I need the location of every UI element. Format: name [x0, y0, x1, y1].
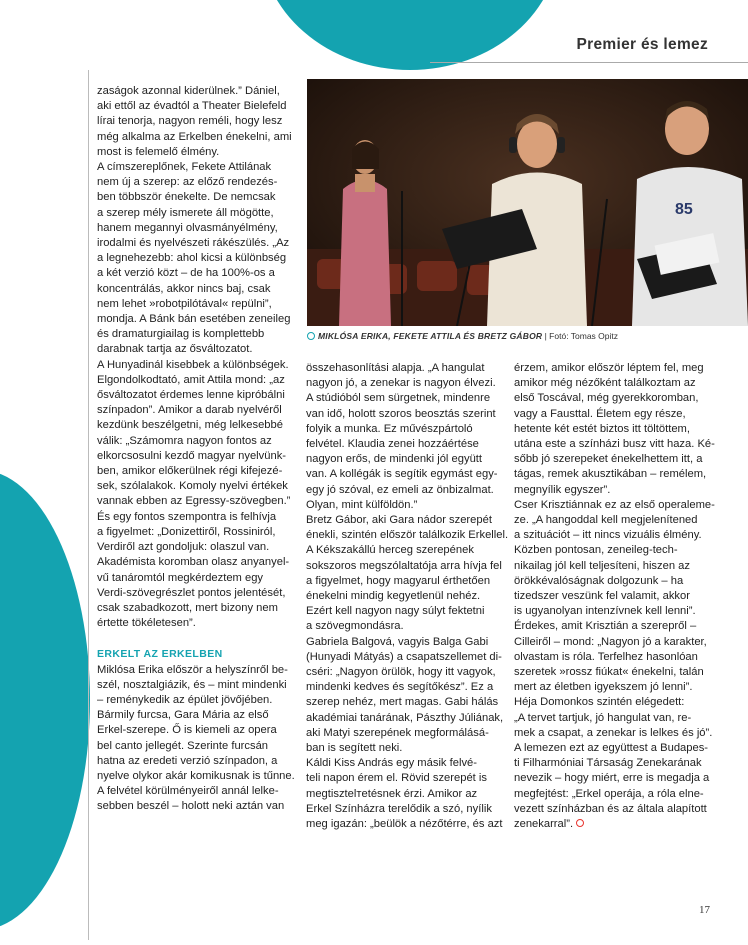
- text-line: A felvétel körülményeiről annál lelke-: [97, 785, 279, 798]
- header-rule: [430, 62, 748, 63]
- article-column-1: [97, 84, 295, 815]
- text-line: irodalmi és nyelvészeti rákészülés. „Az: [97, 237, 290, 250]
- text-line: kezdünk beszélgetni, még lelkesebbé: [97, 419, 283, 432]
- text-line: most is felemelő élmény.: [97, 145, 220, 158]
- column-2-text: [306, 361, 509, 832]
- text-line: Verdiről azt gondoljuk: olaszul van.: [97, 541, 270, 554]
- text-line: ze. „A hangoddal kell megjelenítened: [514, 514, 698, 527]
- text-line: színpadon”. Amikor a darab nyelvéről: [97, 404, 282, 417]
- text-line: (Hunyadi Mátyás) a csapatszellemet di-: [306, 650, 502, 663]
- text-line: cséri: „Nagyon örülök, hogy itt vagyok,: [306, 666, 496, 679]
- text-line: A Hunyadinál kisebbek a különbségek.: [97, 358, 289, 371]
- text-line: énekli, szintén először találkozik Erkellel.: [306, 529, 509, 542]
- caption-names: MIKLÓSA ERIKA, FEKETE ATTILA ÉS BRETZ GÁBOR: [318, 331, 543, 341]
- text-line: nevezik – hogy miért, erre is megadja a: [514, 772, 710, 785]
- text-line: sőbb jó szerepeket énekelhettem itt, a: [514, 453, 703, 466]
- text-line: ősváltozatot érdemes lenne kipróbálni: [97, 389, 285, 402]
- text-line: aki ettől az évadtól a Theater Bielefeld: [97, 100, 287, 113]
- text-line: Gabriela Balgová, vagyis Balga Gabi: [306, 635, 489, 648]
- text-line: mindenki kedves és segítőkész”. Ez a: [306, 681, 494, 694]
- text-line: vezett színházban és az általa alapított: [514, 802, 707, 815]
- column-1-text: [97, 84, 292, 631]
- text-line: sebben beszél – holott neki aztán van: [97, 800, 285, 813]
- text-line: sek, szólalakok. Komoly nyelvi értékek: [97, 480, 288, 493]
- text-line: szeretek »rossz fiúkat« énekelni, talán: [514, 666, 704, 679]
- text-line: – reménykedik az épület jövőjében.: [97, 693, 273, 706]
- text-line: amikor még nézőként találkoztam az: [514, 377, 696, 390]
- text-line: elkorcsosulni kezdő magyar nyelvünk-: [97, 449, 287, 462]
- text-line: felvétel. Klaudia zenei hozzáértése: [306, 438, 479, 451]
- text-line: zaságok azonnal kiderülnek.” Dániel,: [97, 85, 280, 97]
- article-column-2: [306, 361, 509, 832]
- text-line: hetente két estét biztos itt töltöttem,: [514, 422, 690, 435]
- text-line: van. A kollégák is segítik egymást egy-: [306, 468, 498, 481]
- text-line: Héja Domonkos szintén elégedett:: [514, 696, 685, 709]
- text-line: megtisztelтetésnek érzi. Amikor az: [306, 787, 478, 800]
- text-line: ti Filharmóniai Társaság Zenekarának: [514, 757, 702, 770]
- text-line: A címszereplőnek, Fekete Attilának: [97, 161, 272, 174]
- text-line: ban is segített neki.: [306, 742, 403, 755]
- text-line: a figyelmet: „Donizettiről, Rossiniról,: [97, 525, 276, 538]
- text-line: nem lehet »robotpilótával« repülni”,: [97, 297, 272, 310]
- text-line: hanem megannyi olvasmányélmény,: [97, 221, 278, 234]
- text-line: és dramaturgiailag is komplettebb: [97, 328, 265, 341]
- text-line: sokszoros megszólaltatója arra hívja fel: [306, 559, 502, 572]
- shirt-number: 85: [675, 201, 693, 218]
- text-line: És egy fontos szempontra is felhívja: [97, 510, 277, 523]
- text-line: folyik a munka. Ez művészpártoló: [306, 422, 473, 435]
- text-line: A Kékszakállú herceg szerepének: [306, 544, 474, 557]
- text-line: bel canto jellegét. Szerinte furcsán: [97, 739, 269, 752]
- text-line: ben, amikor előkerülnek régi kifejezé-: [97, 465, 283, 478]
- text-line: ben többször énekelte. De nemcsak: [97, 191, 276, 204]
- text-line: A stúdióból sem sürgetnek, mindenre: [306, 392, 491, 405]
- text-line: válik: „Számomra nagyon fontos az: [97, 434, 272, 447]
- text-line: nyelve olykor akár komikusnak is tűnne.: [97, 769, 295, 782]
- text-line: a két verzió közt – de ha 100%-os a: [97, 267, 275, 280]
- text-line: aki Matyi szerepének megformálásá-: [306, 726, 489, 739]
- text-line: Verdi-szövegrészlet pontos jelentését,: [97, 586, 286, 599]
- text-line: szél, nosztalgiázik, és – mint mindenki: [97, 678, 287, 691]
- text-line: Érdekes, amit Krisztián a szerepről –: [514, 620, 697, 633]
- recording-session-photo: [307, 79, 748, 326]
- page-number: 17: [699, 904, 710, 916]
- text-line: első Toscával, még gyerekkoromban,: [514, 392, 699, 405]
- text-line: Erkel Színházra terelődik a szó, nyílik: [306, 802, 492, 815]
- text-line: van idő, holott szoros beosztás szerint: [306, 407, 496, 420]
- text-line: a szövegmondásra.: [306, 620, 404, 633]
- decorative-teal-arc-top: [260, 0, 560, 70]
- text-line: tágas, remek akusztikában – remélem,: [514, 468, 707, 481]
- text-line: vagy a Fausttal. Életem egy része,: [514, 407, 686, 420]
- text-line: egy jó szóval, ez emeli az önbizalmat.: [306, 483, 494, 496]
- text-line: a legnehezebb: ahol kicsi a különbség: [97, 252, 287, 265]
- text-line: olvastam is róla. Terfelhez hasonlóan: [514, 650, 698, 663]
- text-line: értette tökéletesen”.: [97, 617, 196, 630]
- text-line: meg igazán: „beülök a nézőtérre, és azt: [306, 818, 503, 831]
- text-line: Elgondolkodtató, amit Attila mond: „az: [97, 373, 285, 386]
- text-line: összehasonlítási alapja. „A hangulat: [306, 362, 485, 374]
- text-line: csak szabadkozott, mert bizony nem: [97, 601, 278, 614]
- text-line: Olyan, mint külföldön.”: [306, 498, 418, 511]
- text-line: nagyon erős, de mindenki jól együtt: [306, 453, 483, 466]
- text-line: is ugyanolyan intenzívnek kell lenni”.: [514, 605, 696, 618]
- text-line: Erkel-szerepe. Ő is kiemeli az opera: [97, 724, 277, 737]
- text-line: mert az életben igyekszem jó lenni”.: [514, 681, 693, 694]
- text-line: a figyelmet, hogy magyarul érthetően: [306, 574, 491, 587]
- text-line: Ezért kell nagyon nagy súlyt fektetni: [306, 605, 485, 618]
- text-line: Cser Krisztiánnak ez az első operaleme-: [514, 498, 715, 511]
- text-line: Akadémista koromban olasz anyanyel-: [97, 556, 290, 569]
- text-line: Cilleiről – mond: „Nagyon jó a karakter,: [514, 635, 707, 648]
- text-line: akadémiai tanárának, Pászthy Júliának,: [306, 711, 504, 724]
- text-line: hatna az eredeti verzió színpadon, a: [97, 754, 278, 767]
- text-line: mondja. A Bánk bán esetében zeneileg: [97, 313, 291, 326]
- text-line: lírai tenorja, nagyon reméli, hogy lesz: [97, 115, 283, 128]
- text-line: Miklósa Erika először a helyszínről be-: [97, 663, 288, 676]
- section-header: Premier és lemez: [576, 36, 708, 53]
- article-end-icon: [576, 819, 584, 827]
- text-line: még alkalma az Erkelben énekelni, ami: [97, 130, 292, 143]
- text-line: Közben pontosan, zeneileg-tech-: [514, 544, 678, 557]
- text-line: a szituációt – itt nincs vizuális élmény.: [514, 529, 702, 542]
- caption-bullet-icon: [307, 332, 315, 340]
- text-line: vannak ebben az Egressy-szövegben.”: [97, 495, 291, 508]
- text-line: megnyílik egyszer”.: [514, 483, 611, 496]
- text-line: Bármily furcsa, Gara Mária az első: [97, 709, 269, 722]
- text-line: érzem, amikor először léptem fel, meg: [514, 362, 704, 374]
- text-line: A lemezen ezt az együttest a Budapes-: [514, 742, 709, 755]
- text-line: tizedszer veszünk fel valamit, akkor: [514, 590, 690, 603]
- column-3-text: [514, 361, 714, 832]
- text-line: nagyon jó, a zenekar is nagyon élvezi.: [306, 377, 496, 390]
- text-line: zenekarral”.: [514, 817, 714, 832]
- text-line: nem új a szerep: az előző rendezés-: [97, 176, 278, 189]
- text-line: nikailag jól kell teljesíteni, hiszen az: [514, 559, 690, 572]
- photo-illustration: [307, 79, 748, 326]
- text-line: „A tervet tartjuk, jó hangulat van, re-: [514, 711, 692, 724]
- decorative-teal-arc-left: [0, 470, 90, 930]
- text-line: koncentrálás, akkor nincs baj, csak: [97, 282, 271, 295]
- text-line: Káldi Kiss András egy másik felvé-: [306, 757, 477, 770]
- text-line: utána este a színházi busz vitt haza. Ké-: [514, 438, 715, 451]
- text-line: Bretz Gábor, aki Gara nádor szerepét: [306, 514, 492, 527]
- text-line: darabnak tartja az ősváltozatot.: [97, 343, 253, 356]
- text-line: a szerep mély ismerete áll mögötte,: [97, 206, 274, 219]
- text-line: szerep nehéz, mert magas. Gabi hálás: [306, 696, 499, 709]
- section-subhead: ERKELT AZ ERKELBEN: [97, 648, 223, 661]
- photo-caption: [307, 331, 739, 341]
- column-1-text-continued: [97, 663, 295, 815]
- text-line: megfejtést: „Erkel operája, a róla elne-: [514, 787, 704, 800]
- column-divider-line: [88, 70, 89, 940]
- text-line: mek a csapat, a zenekar is lelkes és jó”.: [514, 726, 713, 739]
- article-column-3: [514, 361, 714, 832]
- text-line: örökkévalóságnak dolgozunk – ha: [514, 574, 684, 587]
- text-line: teli napon érem el. Rövid szerepét is: [306, 772, 487, 785]
- text-line: énekelni mindig kegyetlenül nehéz.: [306, 590, 481, 603]
- text-line: vű tanáromtól megkérdeztem egy: [97, 571, 264, 584]
- caption-credit: | Fotó: Tomas Opitz: [542, 331, 618, 341]
